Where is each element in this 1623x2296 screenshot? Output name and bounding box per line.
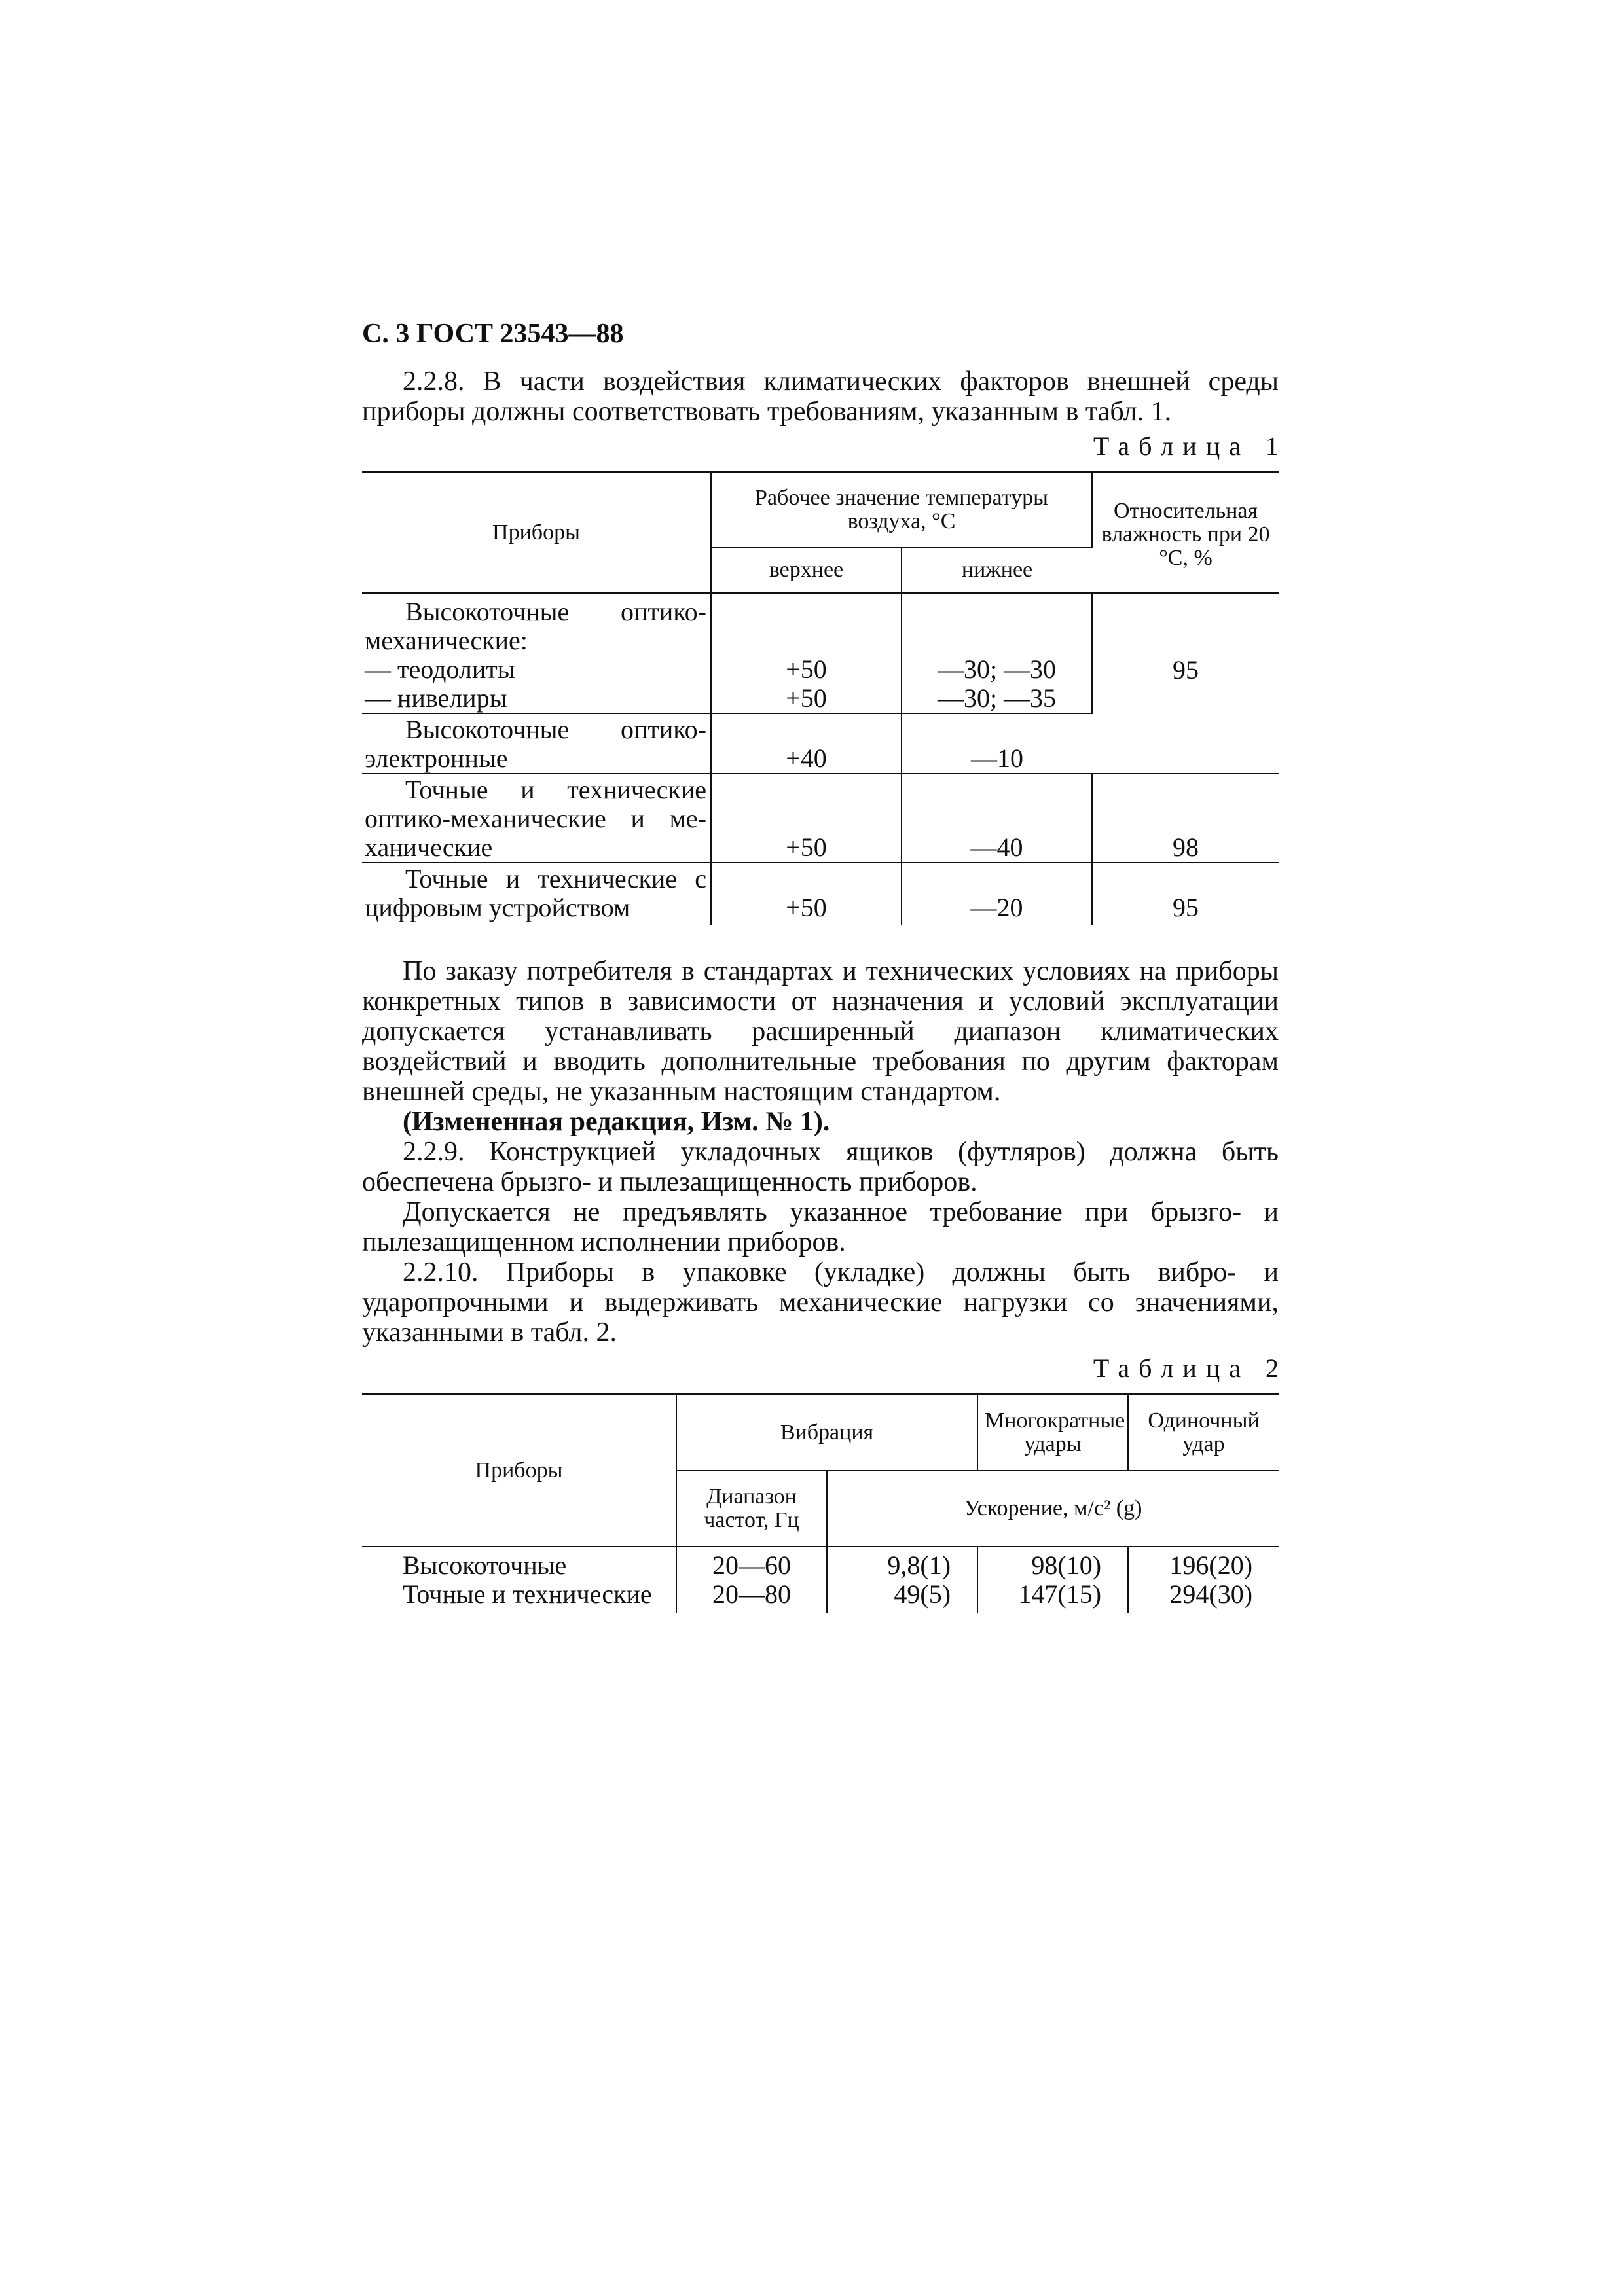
paragraph-allowed: Допускается не предъявлять указанное требование при брызго- и пылезащищенном исполнении приборов. <box>362 1197 1279 1257</box>
table-2-row-1-name: Высокоточные <box>362 1547 676 1580</box>
page-header: С. 3 ГОСТ 23543—88 <box>362 319 624 349</box>
paragraph-customer-order: По заказу потребителя в стандартах и технических условиях на приборы конкретных типов в зависимости от назначения и условий эксплуатации допускается устанавливать расширенный диапазон климатических воздействий и вводить дополнительные требования по другим факторам внешней среды, не указанным настоящим стандартом. <box>362 956 1279 1107</box>
table-2-header-vibration: Вибрация <box>676 1395 977 1471</box>
table-1-levels-lower: —30; —35 <box>937 683 1057 713</box>
table-1-group-1-upper <box>711 593 902 713</box>
table-2-row-2-name: Точные и технические <box>362 1580 676 1613</box>
table-1-group-3-lower: —40 <box>902 774 1092 863</box>
table-1-theodolites-upper: +50 <box>786 655 827 684</box>
table-2 <box>362 1393 1279 1613</box>
table-2-row-1-vibration: 9,8(1) <box>827 1547 977 1580</box>
table-1-group-2-lower: —10 <box>902 713 1092 774</box>
table-1-group-4-title-line-1: Точные и технические с <box>405 864 706 893</box>
table-2-row-2-vibration: 49(5) <box>827 1580 977 1613</box>
table-1-group-2-title-line-1: Высокоточные оптико- <box>405 715 706 744</box>
table-1 <box>362 471 1279 925</box>
table-2-row-1-single: 196(20) <box>1169 1551 1253 1580</box>
table-1-group-3-title-line-1: Точные и технические <box>405 775 706 804</box>
table-1-group-3-title-line-3: ханические <box>365 833 493 862</box>
table-2-row-2-single: 294(30) <box>1169 1579 1253 1609</box>
table-1-group-1-humidity: 95 <box>1092 593 1279 774</box>
table-2-header-acceleration: Ускорение, м/с² (g) <box>827 1471 1279 1547</box>
table-1-group-1-title-line-1: Высокоточные оптико- <box>405 597 706 626</box>
table-1-header-lower: нижнее <box>902 547 1092 593</box>
table-1-group-3-upper: +50 <box>711 774 902 863</box>
paragraph-2-2-8: 2.2.8. В части воздействия климатических факторов внешней среды приборы должны соответствовать требованиям, указанным в табл. 1. <box>362 367 1279 427</box>
table-1-group-1-title <box>362 593 711 713</box>
table-1-group-4-humidity: 95 <box>1173 893 1199 922</box>
document-page <box>362 314 1288 1613</box>
table-2-header-single-impact: Одиночный удар <box>1128 1395 1279 1471</box>
paragraph-amended-edition: (Измененная редакция, Изм. № 1). <box>403 1107 830 1137</box>
table-1-group-4-lower: —20 <box>902 863 1092 925</box>
table-1-group-2-upper: +40 <box>711 713 902 774</box>
table-1-theodolites-label: — теодолиты <box>365 655 515 684</box>
table-1-header-devices: Приборы <box>362 473 711 594</box>
table-1-group-2-title <box>362 713 711 774</box>
table-1-group-4-upper: +50 <box>711 863 902 925</box>
table-2-row-2-range: 20—80 <box>676 1580 827 1613</box>
table-1-group-3-title <box>362 774 711 863</box>
table-1-header-humidity: Относительная влажность при 20 °С, % <box>1092 473 1279 594</box>
table-2-caption: Таблица 2 <box>1093 1354 1288 1383</box>
table-1-group-4-title-line-2: цифровым устройством <box>365 893 630 922</box>
table-1-header-upper: верхнее <box>711 547 902 593</box>
table-2-header-frequency-range: Диапазон частот, Гц <box>676 1471 827 1547</box>
table-1-group-4-title <box>362 863 711 925</box>
table-1-levels-upper: +50 <box>786 683 827 713</box>
table-1-group-3-title-line-2: оптико-механические и ме- <box>365 804 706 833</box>
table-1-theodolites-lower: —30; —30 <box>937 655 1057 684</box>
table-1-group-1-title-line-2: механические: <box>365 626 528 655</box>
table-1-group-3-humidity: 98 <box>1092 774 1279 863</box>
table-1-caption: Таблица 1 <box>1093 431 1288 461</box>
paragraph-2-2-9: 2.2.9. Конструкцией укладочных ящиков (футляров) должна быть обеспечена брызго- и пылезащищенность приборов. <box>362 1137 1279 1197</box>
table-1-levels-label: — нивелиры <box>365 683 507 713</box>
paragraph-2-2-10: 2.2.10. Приборы в упаковке (укладке) должны быть вибро- и ударопрочными и выдерживать механические нагрузки со значениями, указанными в табл. 2. <box>362 1257 1279 1348</box>
table-2-header-multiple-impacts: Многократные удары <box>977 1395 1128 1471</box>
table-2-header-devices: Приборы <box>362 1395 676 1547</box>
table-2-row-1-range: 20—60 <box>676 1547 827 1580</box>
table-2-row-1-multiple: 98(10) <box>977 1547 1128 1580</box>
table-1-group-2-title-line-2: электронные <box>365 744 508 773</box>
table-1-header-temperature: Рабочее значение температуры воздуха, °С <box>711 473 1092 548</box>
table-1-group-1-lower <box>902 593 1092 713</box>
table-2-row-2-multiple: 147(15) <box>977 1580 1128 1613</box>
